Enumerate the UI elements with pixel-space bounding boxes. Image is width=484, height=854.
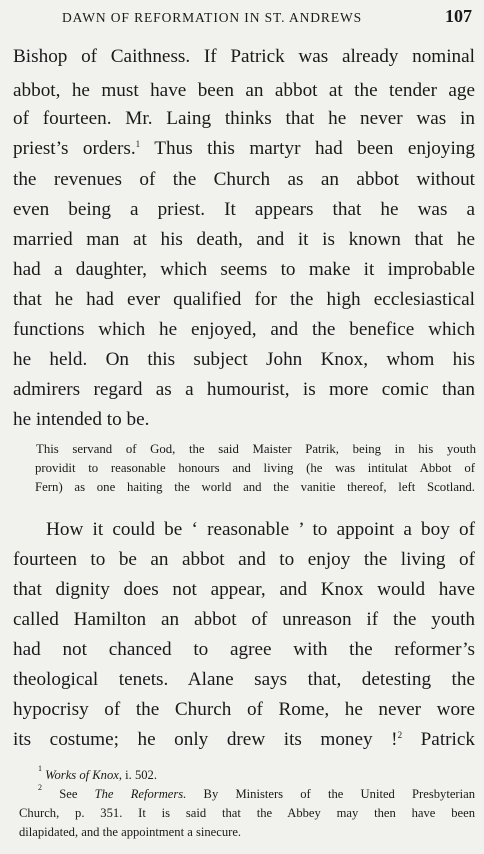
body-text: Thus this martyr had been enjoying bbox=[140, 138, 475, 159]
footnote-2-continued: dilapidated, and the appointment a sinecure. bbox=[19, 825, 242, 839]
block-quote-line: Fern) as one haiting the world and the vanitie thereof, left Scotland. bbox=[35, 480, 475, 494]
block-quote-line: providit to reasonable honours and living (he was intitulat Abbot of bbox=[35, 461, 475, 475]
footnote-text: , i. 502. bbox=[118, 768, 157, 782]
body-line: hypocrisy of the Church of Rome, he never wore bbox=[13, 699, 475, 720]
running-title: DAWN OF REFORMATION IN ST. ANDREWS bbox=[62, 10, 363, 25]
body-line: he held. On this subject John Knox, whom his bbox=[13, 349, 475, 370]
footnote-text: See bbox=[59, 787, 95, 801]
body-text: priest’s orders. bbox=[13, 138, 136, 159]
body-line: theological tenets. Alane says that, detesting the bbox=[13, 669, 475, 690]
footnote-1 bbox=[38, 766, 475, 784]
body-line: had not chanced to agree with the reformer’s bbox=[13, 639, 475, 660]
footnote-ref: 2 bbox=[397, 730, 403, 740]
body-line: he intended to be. bbox=[13, 409, 150, 430]
body-line: had a daughter, which seems to make it improbable bbox=[13, 259, 475, 280]
body-line: How it could be ‘ reasonable ’ to appoint a boy of bbox=[46, 519, 475, 540]
body-line: the revenues of the Church as an abbot without bbox=[13, 169, 475, 190]
body-line: that dignity does not appear, and Knox would have bbox=[13, 579, 475, 600]
footnote-title: Works of Knox bbox=[45, 768, 119, 782]
body-line: called Hamilton an abbot of unreason if the youth bbox=[13, 609, 475, 630]
body-line: Bishop of Caithness. If Patrick was already nominal bbox=[13, 46, 475, 67]
body-line: functions which he enjoyed, and the benefice which bbox=[13, 319, 475, 340]
footnote-2-continued: Church, p. 351. It is said that the Abbey may then have been bbox=[19, 806, 475, 820]
footnote-text: By Ministers of the United Presbyterian bbox=[186, 787, 475, 801]
body-line: abbot, he must have been an abbot at the tender age bbox=[13, 80, 475, 101]
footnote-ref: 1 bbox=[135, 139, 141, 149]
body-text: Patrick bbox=[402, 729, 475, 750]
footnote-mark: 2 bbox=[38, 783, 42, 792]
body-line: married man at his death, and it is known that he bbox=[13, 229, 475, 250]
body-line: that he had ever qualified for the high ecclesiastical bbox=[13, 289, 475, 310]
body-line: fourteen to be an abbot and to enjoy the living of bbox=[13, 549, 475, 570]
body-line bbox=[13, 727, 475, 753]
block-quote-line: This servand of God, the said Maister Patrik, being in his youth bbox=[36, 442, 476, 456]
body-line: of fourteen. Mr. Laing thinks that he never was in bbox=[13, 108, 475, 129]
body-line bbox=[13, 136, 475, 162]
footnote-mark: 1 bbox=[38, 764, 42, 773]
footnote-2 bbox=[38, 785, 475, 803]
body-text: its costume; he only drew its money ! bbox=[13, 729, 398, 750]
body-line: even being a priest. It appears that he was a bbox=[13, 199, 475, 220]
running-header bbox=[62, 6, 472, 28]
footnote-title: The Reformers. bbox=[94, 787, 187, 801]
page-number: 107 bbox=[445, 6, 472, 26]
body-line: admirers regard as a humourist, is more comic than bbox=[13, 379, 475, 400]
